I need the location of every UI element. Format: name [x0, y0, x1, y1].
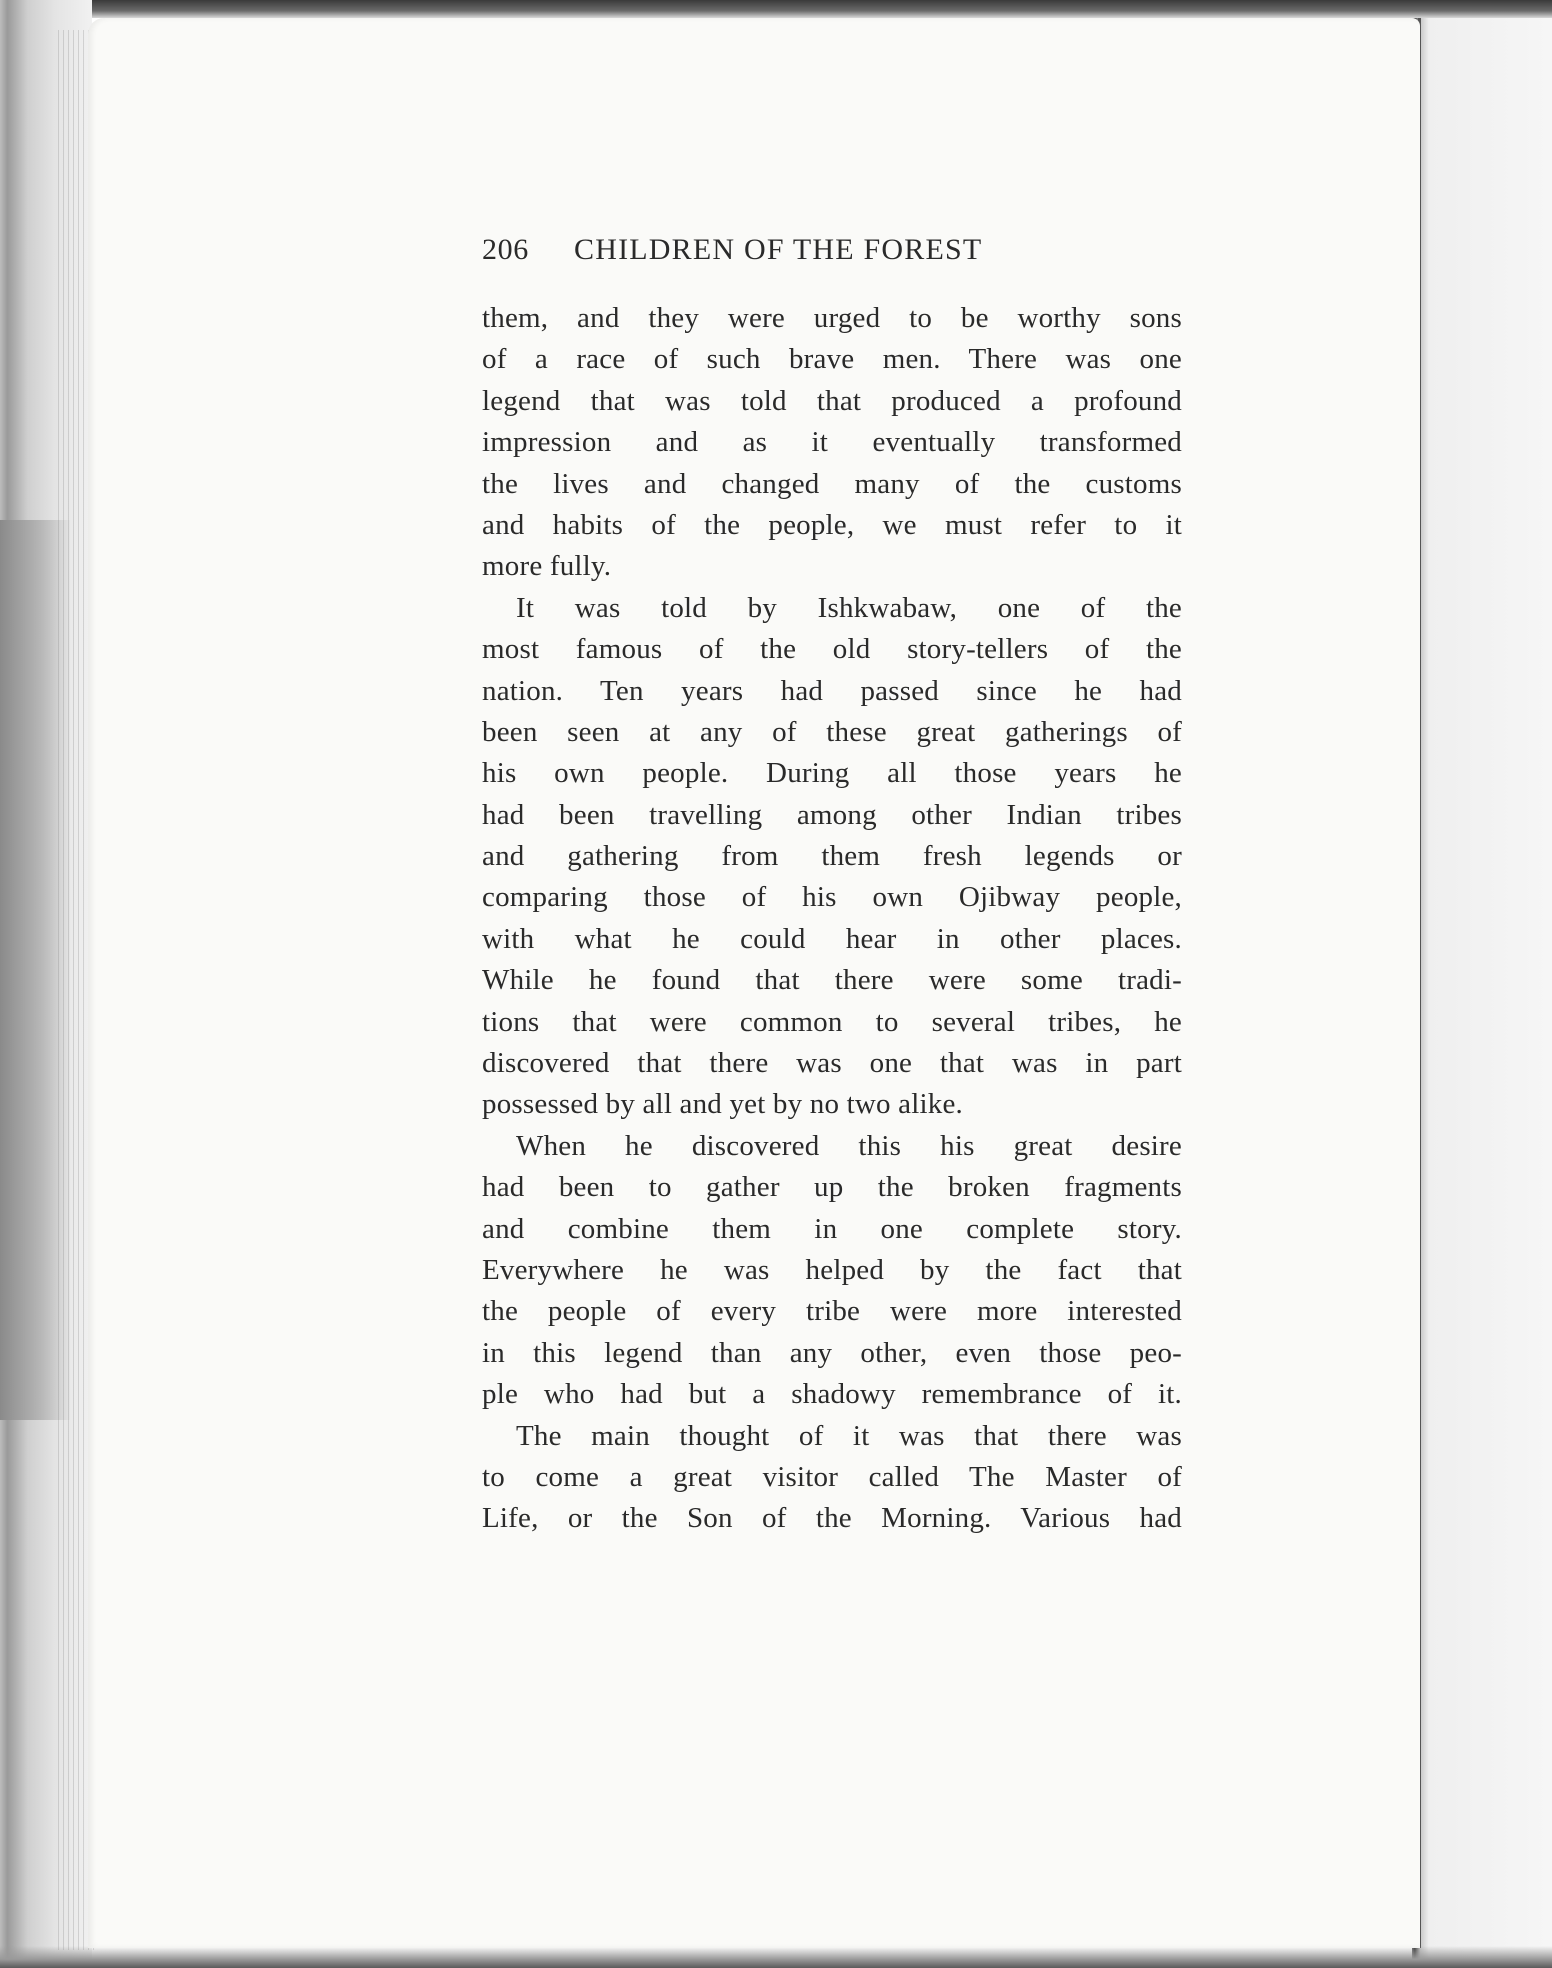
- text-line: tions that were common to several tribes, he: [482, 1005, 1182, 1038]
- text-line: more fully.: [482, 550, 612, 583]
- text-line: the lives and changed many of the customs: [482, 467, 1182, 500]
- running-title: CHILDREN OF THE FOREST: [574, 233, 983, 266]
- text-line: possessed by all and yet by no two alike.: [482, 1088, 963, 1121]
- page-text-block: [482, 228, 1182, 1540]
- paragraph: [482, 1126, 1182, 1416]
- text-line: of a race of such brave men. There was one: [482, 343, 1182, 376]
- page-number: 206: [482, 233, 529, 266]
- book-right-edge: [1412, 18, 1552, 1968]
- scan-bottom-edge: [0, 1946, 1552, 1968]
- text-line: in this legend than any other, even those peo-: [482, 1336, 1182, 1369]
- text-line: The main thought of it was that there was: [516, 1419, 1182, 1452]
- text-line: to come a great visitor called The Master of: [482, 1460, 1182, 1493]
- text-line: While he found that there were some tradi-: [482, 964, 1182, 997]
- text-line: comparing those of his own Ojibway people,: [482, 881, 1182, 914]
- text-line: most famous of the old story-tellers of the: [482, 633, 1182, 666]
- text-line: and habits of the people, we must refer to it: [482, 508, 1182, 541]
- paragraph: [482, 1416, 1182, 1540]
- text-line: had been to gather up the broken fragments: [482, 1171, 1182, 1204]
- text-line: them, and they were urged to be worthy sons: [482, 302, 1182, 334]
- text-line: When he discovered this his great desire: [516, 1129, 1182, 1162]
- text-line: impression and as it eventually transformed: [482, 426, 1182, 459]
- text-line: and combine them in one complete story.: [482, 1212, 1182, 1245]
- text-line: Life, or the Son of the Morning. Various had: [482, 1502, 1182, 1535]
- text-line: with what he could hear in other places.: [482, 922, 1182, 955]
- text-line: his own people. During all those years he: [482, 757, 1182, 790]
- text-line: legend that was told that produced a profound: [482, 384, 1182, 417]
- text-line: ple who had but a shadowy remembrance of it.: [482, 1378, 1182, 1411]
- text-line: Everywhere he was helped by the fact that: [482, 1253, 1182, 1286]
- text-line: It was told by Ishkwabaw, one of the: [516, 591, 1182, 624]
- text-line: the people of every tribe were more interested: [482, 1295, 1182, 1328]
- scan-top-edge: [0, 0, 1552, 18]
- text-line: been seen at any of these great gatherings of: [482, 715, 1182, 748]
- text-line: nation. Ten years had passed since he had: [482, 674, 1182, 707]
- running-head: [482, 228, 1182, 272]
- text-line: had been travelling among other Indian tribes: [482, 798, 1182, 831]
- text-line: and gathering from them fresh legends or: [482, 840, 1182, 873]
- paragraph: [482, 588, 1182, 1126]
- text-line: discovered that there was one that was in part: [482, 1047, 1182, 1080]
- paragraph: [482, 298, 1182, 588]
